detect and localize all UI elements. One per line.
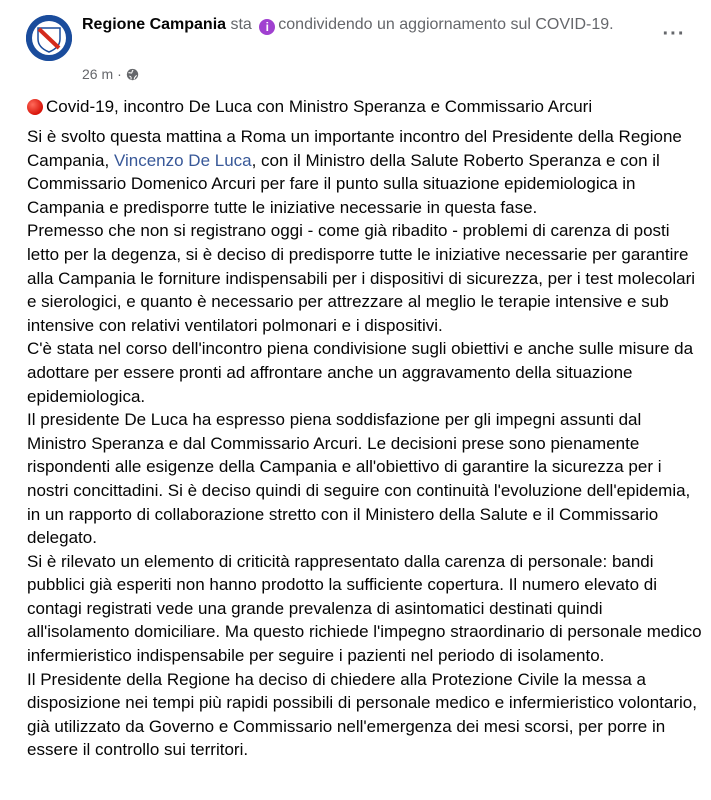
red-circle-icon (27, 99, 43, 115)
meta-separator: · (117, 66, 122, 82)
globe-icon[interactable] (126, 68, 139, 81)
paragraph-6: Il Presidente della Regione ha deciso di chiedere alla Protezione Civile la messa a disposizione nei tempi più rapidi possibili di personale medico e infermieristico volontario, già utilizzato da Governo e Commissario nell'emergenza dei mesi scorsi, per porre in essere il controllo sui territori. (27, 669, 697, 760)
action-text: condividendo un aggiornamento sul COVID-19. (278, 16, 614, 33)
paragraph-1 (27, 125, 702, 219)
post-title-text: Covid-19, incontro De Luca con Ministro Speranza e Commissario Arcuri (46, 97, 593, 116)
paragraph-2: Premesso che non si registrano oggi - come già ribadito - problemi di carenza di posti letto per la degenza, si è deciso di predisporre tutte le iniziative necessarie per garantire alla Campania le forniture indispensabili per i dispositivi di sicurezza, per i test molecolari e sierologici, e quanto è necessario per attrezzare al meglio le terapie intensive e sub intensive con relativi ventilatori polmonari e i dispositivi. (27, 221, 696, 335)
page-avatar[interactable] (26, 15, 72, 61)
info-icon[interactable]: i (259, 19, 275, 35)
vincenzo-de-luca-link[interactable]: Vincenzo De Luca (113, 150, 252, 170)
post-header (82, 14, 652, 36)
timestamp-link[interactable]: 26 m (82, 66, 114, 82)
paragraph-4: Il presidente De Luca ha espresso piena soddisfazione per gli impegni assunti dal Ministro Speranza e dal Commissario Arcuri. Le decisioni prese sono pienamente rispondenti alle esigenze della Campania e all'obiettivo di garantire la sicurezza per i nostri concittadini. Si è deciso quindi di seguire con continuità l'evoluzione dell'epidemia, in un rapporto di collaborazione stretto con il Ministero della Salute e il Commissario delegato. (27, 410, 691, 548)
more-options-icon: ··· (662, 23, 686, 45)
post-meta (82, 64, 139, 84)
campania-logo-icon (26, 15, 72, 61)
post-title (27, 96, 592, 118)
page-name-link[interactable]: Regione Campania (82, 16, 227, 33)
paragraph-1-end: , con il Ministro della Salute Roberto Speranza e con il Commissario Domenico Arcuri per fare il punto sulla situazione epidemiologica in Campania e predisporre tutte le iniziative necessarie in questa fase. (27, 150, 660, 217)
paragraph-1-start: Si è svolto questa mattina a Roma un importante incontro del Presidente della Regione Campania, (27, 127, 682, 170)
post-body (27, 125, 702, 762)
action-prefix: sta (230, 16, 252, 33)
paragraph-5: Si è rilevato un elemento di criticità rappresentato dalla carenza di personale: bandi pubblici già esperiti non hanno prodotto la sufficiente copertura. Il numero elevato di contagi registrati vede una grande prevalenza di asintomatici destinati quindi all'isolamento domiciliare. Ma questo richiede l'impegno straordinario di personale medico infermieristico indispensabile per seguire i pazienti nel periodo di isolamento. (27, 551, 702, 666)
paragraph-3: C'è stata nel corso dell'incontro piena condivisione sugli obiettivi e anche sulle misure da adottare per essere pronti ad affrontare anche un aggravamento della situazione epidemiologica. (27, 339, 694, 406)
more-options-button[interactable] (656, 24, 692, 48)
